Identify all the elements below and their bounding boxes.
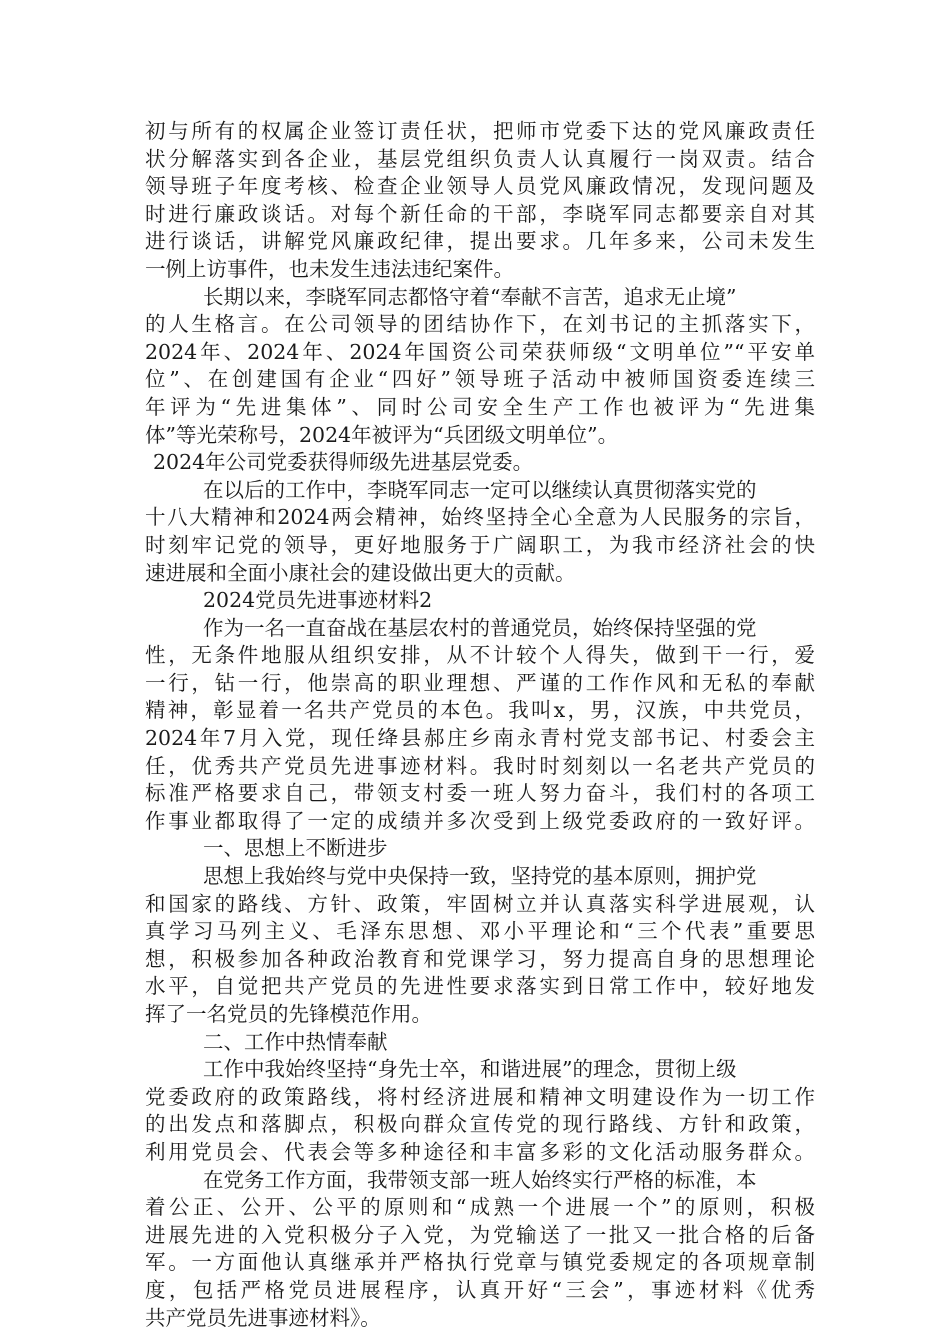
text-line: 在党务工作方面，我带领支部一班人始终实行严格的标准，本 xyxy=(203,1167,757,1192)
text-line: 二、工作中热情奉献 xyxy=(203,1029,388,1054)
text-line: 状分解落实到各企业，基层党组织负责人认真履行一岗双责。结合 xyxy=(145,146,815,171)
text-line: 党委政府的政策路线，将村经济进展和精神文明建设作为一切工作 xyxy=(145,1084,815,1109)
text-line: 作事业都取得了一定的成绩并多次受到上级党委政府的一致好评。 xyxy=(145,808,815,833)
text-line: 着公正、公开、公平的原则和“成熟一个进展一个”的原则，积极 xyxy=(145,1195,815,1220)
text-line: 时刻牢记党的领导，更好地服务于广阔职工，为我市经济社会的快 xyxy=(145,532,815,557)
text-line: 精神，彰显着一名共产党员的本色。我叫x，男，汉族，中共党员， xyxy=(145,698,815,723)
text-line: 的出发点和落脚点，积极向群众宣传党的现行路线、方针和政策， xyxy=(145,1112,815,1137)
text-line: 军。一方面他认真继承并严格执行党章与镇党委规定的各项规章制 xyxy=(145,1250,815,1275)
text-line: 的人生格言。在公司领导的团结协作下，在刘书记的主抓落实下， xyxy=(145,312,815,337)
text-line: 利用党员会、代表会等多种途径和丰富多彩的文化活动服务群众。 xyxy=(145,1139,815,1164)
text-line: 2024党员先进事迹材料2 xyxy=(203,588,433,613)
text-line: 工作中我始终坚持“身先士卒，和谐进展”的理念，贯彻上级 xyxy=(203,1057,737,1082)
text-line: 思想上我始终与党中央保持一致，坚持党的基本原则，拥护党 xyxy=(203,864,757,889)
text-line: 长期以来，李晓军同志都恪守着“奉献不言苦，追求无止境” xyxy=(203,284,737,309)
text-line: 想，积极参加各种政治教育和党课学习，努力提高自身的思想理论 xyxy=(145,946,815,971)
text-line: 一、思想上不断进步 xyxy=(203,836,388,861)
text-line: 性，无条件地服从组织安排，从不计较个人得失，做到干一行，爱 xyxy=(145,643,815,668)
text-line: 标准严格要求自己，带领支村委一班人努力奋斗，我们村的各项工 xyxy=(145,781,815,806)
text-line: 挥了一名党员的先锋模范作用。 xyxy=(145,1002,432,1026)
text-line: 年评为“先进集体”、同时公司安全生产工作也被评为“先进集 xyxy=(145,394,815,419)
text-line: 2024年公司党委获得师级先进基层党委。 xyxy=(153,450,534,475)
document-body xyxy=(145,118,815,1332)
text-line: 体”等光荣称号，2024年被评为“兵团级文明单位”。 xyxy=(145,422,619,447)
text-line: 2024年7月入党，现任绛县郝庄乡南永青村党支部书记、村委会主 xyxy=(145,726,815,751)
text-line: 速进展和全面小康社会的建设做出更大的贡献。 xyxy=(145,560,576,585)
text-line: 2024年、2024年、2024年国资公司荣获师级“文明单位”“平安单 xyxy=(145,339,815,364)
text-line: 共产党员先进事迹材料》。 xyxy=(145,1305,381,1330)
text-line: 作为一名一直奋战在基层农村的普通党员，始终保持坚强的党 xyxy=(203,615,757,640)
text-line: 初与所有的权属企业签订责任状，把师市党委下达的党风廉政责任 xyxy=(145,119,815,143)
text-line: 一行，钻一行，他崇高的职业理想、严谨的工作作风和无私的奉献 xyxy=(145,670,815,695)
text-line: 度，包括严格党员进展程序，认真开好“三会”，事迹材料《优秀 xyxy=(145,1277,815,1302)
text-line: 进展先进的入党积极分子入党，为党输送了一批又一批合格的后备 xyxy=(145,1222,815,1247)
text-line: 位”、在创建国有企业“四好”领导班子活动中被师国资委连续三 xyxy=(145,367,815,392)
text-line: 十八大精神和2024两会精神，始终坚持全心全意为人民服务的宗旨， xyxy=(145,505,815,530)
text-line: 和国家的路线、方针、政策，牢固树立并认真落实科学进展观，认 xyxy=(145,891,815,916)
text-line: 任，优秀共产党员先进事迹材料。我时时刻刻以一名老共产党员的 xyxy=(145,753,815,778)
text-line: 时进行廉政谈话。对每个新任命的干部，李晓军同志都要亲自对其 xyxy=(145,201,815,226)
text-line: 进行谈话，讲解党风廉政纪律，提出要求。几年多来，公司未发生 xyxy=(145,229,815,254)
text-line: 一例上访事件，也未发生违法违纪案件。 xyxy=(145,256,514,281)
text-line: 领导班子年度考核、检查企业领导人员党风廉政情况，发现问题及 xyxy=(145,174,815,199)
text-line: 真学习马列主义、毛泽东思想、邓小平理论和“三个代表”重要思 xyxy=(145,919,815,944)
text-line: 在以后的工作中，李晓军同志一定可以继续认真贯彻落实党的 xyxy=(203,477,757,502)
text-line: 水平，自觉把共产党员的先进性要求落实到日常工作中，较好地发 xyxy=(145,974,815,999)
